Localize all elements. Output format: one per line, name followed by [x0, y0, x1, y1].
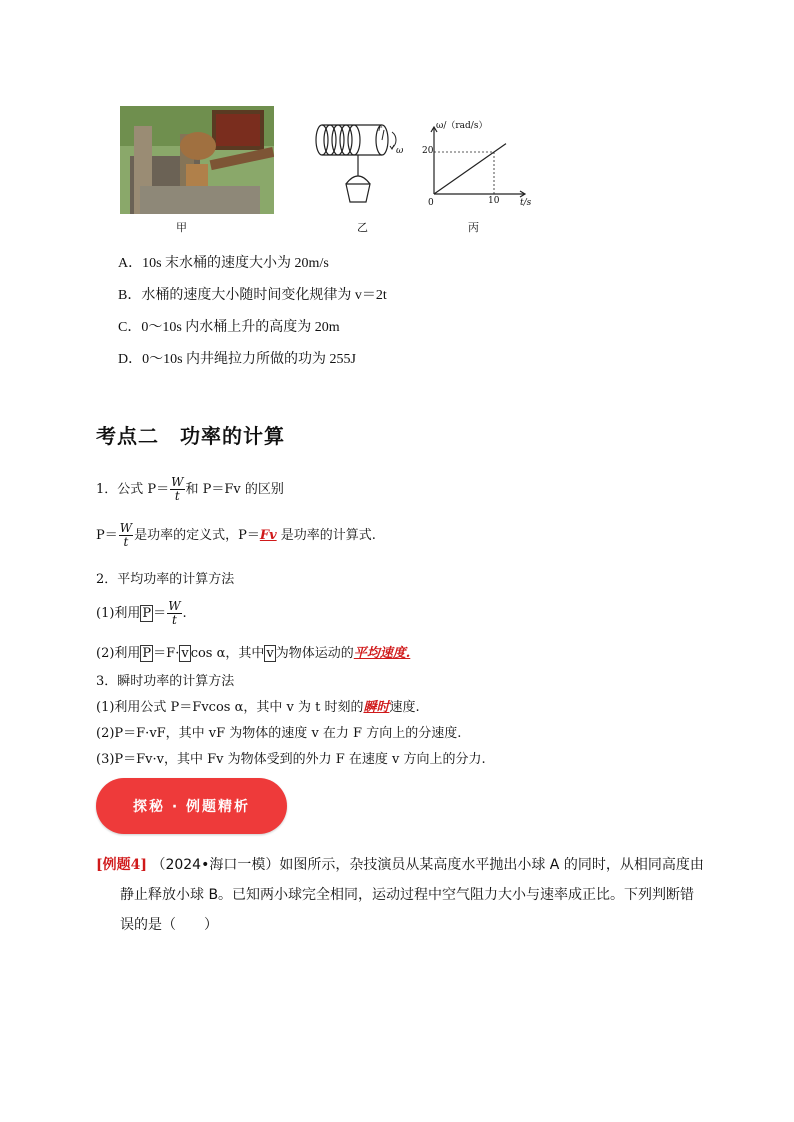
example-4	[96, 850, 708, 940]
item2-2	[96, 642, 410, 661]
item1-line1	[96, 476, 284, 503]
boxed-p: P	[142, 646, 152, 661]
power-fraction-2	[119, 522, 133, 549]
omega-symbol: ω	[396, 146, 404, 156]
item1-text-b: 和 P＝Fv 的区别	[185, 482, 284, 497]
item2-2-c: cos α，其中	[190, 646, 265, 661]
omega-time-graph	[424, 118, 536, 218]
fraction-denominator: t	[174, 489, 180, 503]
item2-1-c: .	[182, 606, 187, 621]
example-text-rest: 静止释放小球 B。已知两小球完全相同，运动过程中空气阻力大小与速率成正比。下列判断错误的是（ ）	[120, 887, 695, 933]
item3-1-a: (1)利用公式 P＝Fvcos α，其中 v 为 t 时刻的	[96, 700, 364, 715]
fraction-numerator: W	[171, 475, 184, 489]
fraction-denominator: t	[123, 535, 129, 549]
example-banner: 探秘 · 例题精析	[96, 778, 287, 834]
item2-1-a: (1)利用	[96, 606, 141, 621]
item1-line2-b: 是功率的定义式，P＝	[134, 528, 260, 543]
item3-1	[96, 696, 420, 715]
example-tag: [例题4]	[96, 857, 147, 873]
item3-1-b: 速度.	[389, 700, 420, 715]
y-tick-label: 20	[422, 146, 434, 156]
item2-2-d: 为物体运动的	[275, 646, 354, 661]
fraction-numerator: W	[168, 599, 181, 613]
radius-symbol: r	[378, 124, 382, 133]
item2-2-a: (2)利用	[96, 646, 141, 661]
figure-label-yi: 乙	[357, 221, 368, 234]
item3-3: (3)P＝Fv·v，其中 Fv 为物体受到的外力 F 在速度 v 方向上的分力.	[96, 752, 486, 767]
item1-line2-c: 是功率的计算式.	[276, 528, 376, 543]
figure-label-jia: 甲	[176, 221, 187, 234]
item1-line2-a: P＝	[96, 528, 118, 543]
section-title: 考点二 功率的计算	[96, 424, 285, 448]
winch-diagram	[312, 118, 408, 214]
omega-line	[434, 144, 506, 194]
power-fraction	[170, 476, 184, 503]
item2-1	[96, 600, 187, 627]
power-fraction-3	[167, 600, 181, 627]
x-tick-label: 10	[488, 196, 500, 206]
answer-instantaneous: 瞬时	[363, 700, 390, 715]
option-a: A．10s 末水桶的速度大小为 20m/s	[118, 256, 329, 271]
x-axis-label: t/s	[520, 198, 532, 208]
figure-label-bing: 丙	[468, 221, 479, 234]
item2-2-b: ＝F·	[153, 646, 180, 661]
well-windlass-photo	[120, 106, 274, 214]
item1-line2	[96, 522, 376, 549]
fraction-numerator: W	[119, 521, 133, 535]
boxed-v: v	[266, 646, 274, 661]
fraction-denominator: t	[171, 613, 177, 627]
item2-1-b: ＝	[153, 606, 167, 621]
y-axis-label: ω/（rad/s）	[436, 121, 488, 131]
item2-heading: 2．平均功率的计算方法	[96, 572, 235, 587]
option-d: D．0～10s 内井绳拉力所做的功为 255J	[118, 352, 357, 367]
answer-fv: Fv	[259, 528, 277, 543]
option-b: B．水桶的速度大小随时间变化规律为 v＝2t	[118, 288, 387, 303]
item3-2: (2)P＝F·vF，其中 vF 为物体的速度 v 在力 F 方向上的分速度.	[96, 726, 462, 741]
boxed-p: P	[142, 606, 152, 621]
item1-text-a: 1．公式 P＝	[96, 482, 170, 497]
example-text-first: （2024•海口一模）如图所示，杂技演员从某高度水平抛出小球 A 的同时，从相同高度由	[151, 857, 704, 873]
option-c: C．0～10s 内水桶上升的高度为 20m	[118, 320, 340, 335]
origin-label: 0	[428, 198, 434, 208]
boxed-v: v	[181, 646, 189, 661]
item3-heading: 3．瞬时功率的计算方法	[96, 674, 235, 689]
answer-average-speed: 平均速度.	[353, 646, 411, 661]
